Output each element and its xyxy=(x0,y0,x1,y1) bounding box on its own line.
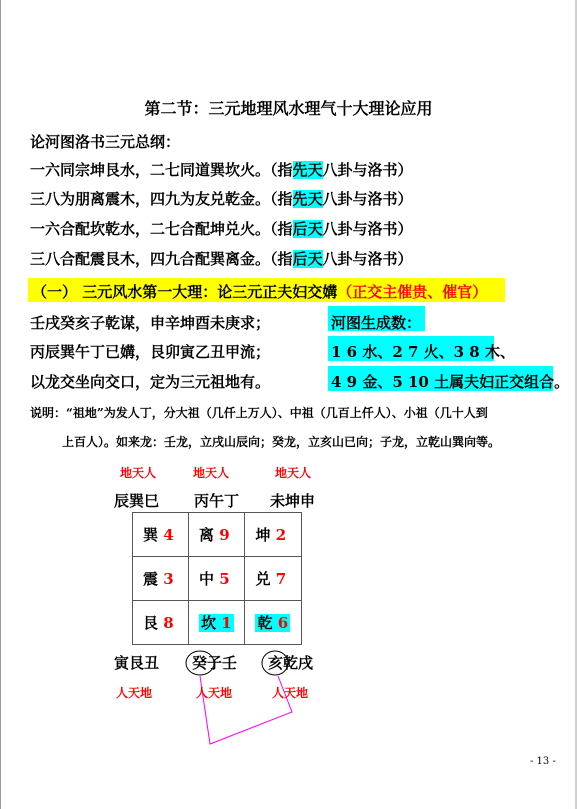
trigram-label: 乾 xyxy=(257,614,273,632)
verse-line: 丙辰巽午丁已媾，艮卯寅乙丑甲流； xyxy=(30,343,271,361)
direction-label: 寅艮丑 xyxy=(114,654,160,672)
line-text: 三八合配震艮木，四九合配巽离金。（指 xyxy=(30,250,293,268)
highlight-text: 先天 xyxy=(292,161,323,179)
section-title: 第二节：三元地理风水理气十大理论应用 xyxy=(144,99,433,118)
direction-label: 丙午丁 xyxy=(194,492,240,510)
trinity-label: 人天地 xyxy=(272,686,309,700)
grid-number: 4 xyxy=(163,526,174,544)
trinity-label: 人天地 xyxy=(196,686,233,700)
circle-marker xyxy=(262,651,288,675)
trigram-label: 震 xyxy=(143,570,159,588)
grid-number: 1 xyxy=(221,614,232,632)
line-tail: 八卦与洛书） xyxy=(322,220,413,238)
grid-number: 2 xyxy=(275,526,287,544)
trigram-label: 巽 xyxy=(143,526,159,544)
trinity-label: 地天人 xyxy=(275,466,312,480)
grid-number: 9 xyxy=(219,526,230,544)
circle-marker xyxy=(186,651,214,675)
line-tail: 八卦与洛书） xyxy=(322,250,413,268)
trinity-label: 地天人 xyxy=(193,466,230,480)
grid-number: 3 xyxy=(163,570,174,588)
note-line: 上百人）。如来龙：壬龙，立戌山辰向；癸龙，立亥山已向；子龙，立乾山巽向等。 xyxy=(62,435,501,449)
page-number: - 13 - xyxy=(530,756,556,767)
grid-number: 6 xyxy=(277,614,289,632)
verse-line: 以龙交坐向交口，定为三元祖地有。 xyxy=(30,373,271,391)
trigram-label: 艮 xyxy=(143,614,159,632)
highlight-text: 后天 xyxy=(292,250,323,268)
heading-text: （一） 三元风水第一大理：论三元正夫妇交媾 xyxy=(32,283,338,301)
subtitle: 论河图洛书三元总纲： xyxy=(30,133,181,151)
trigram-label: 坤 xyxy=(255,526,271,544)
line-tail: 八卦与洛书） xyxy=(322,161,413,179)
note-line: 说明：“祖地”为发人丁，分大祖（几仟上万人）、中祖（几百上仟人）、小祖（几十人到 xyxy=(30,406,488,420)
line-text: 一六同宗坤艮水，二七同道巽坎火。（指 xyxy=(30,161,293,179)
trinity-label: 地天人 xyxy=(120,466,157,480)
hetu-title: 河图生成数： xyxy=(331,314,422,332)
heading-red-text: （正交主催贵、催官） xyxy=(337,283,488,301)
grid-number: 5 xyxy=(219,570,230,588)
direction-label: 辰巽巳 xyxy=(114,492,160,510)
verse-line: 壬戌癸亥子乾谋，申辛坤酉未庚求； xyxy=(30,314,271,332)
highlight-text: 先天 xyxy=(292,190,323,208)
hetu-line: 4 9 金、5 10 土属夫妇正交组合。 xyxy=(331,373,570,391)
line-tail: 八卦与洛书） xyxy=(322,190,413,208)
direction-label: 未坤申 xyxy=(270,492,316,510)
trigram-label: 离 xyxy=(198,526,214,544)
trigram-label: 兑 xyxy=(255,570,271,588)
highlight-text: 后天 xyxy=(292,220,323,238)
line-text: 三八为朋离震木，四九为友兑乾金。（指 xyxy=(30,190,293,208)
line-text: 一六合配坎乾水，二七合配坤兑火。（指 xyxy=(30,220,293,238)
hetu-line: 1 6 水、2 7 火、3 8 木、 xyxy=(331,343,515,361)
grid-number: 8 xyxy=(163,614,174,632)
trigram-label: 中 xyxy=(198,570,214,588)
trigram-label: 坎 xyxy=(200,614,216,632)
direction-label: 癸子壬 xyxy=(192,654,238,672)
direction-label: 亥乾戌 xyxy=(268,654,314,672)
grid-number: 7 xyxy=(275,570,287,588)
trinity-label: 人天地 xyxy=(116,686,153,700)
